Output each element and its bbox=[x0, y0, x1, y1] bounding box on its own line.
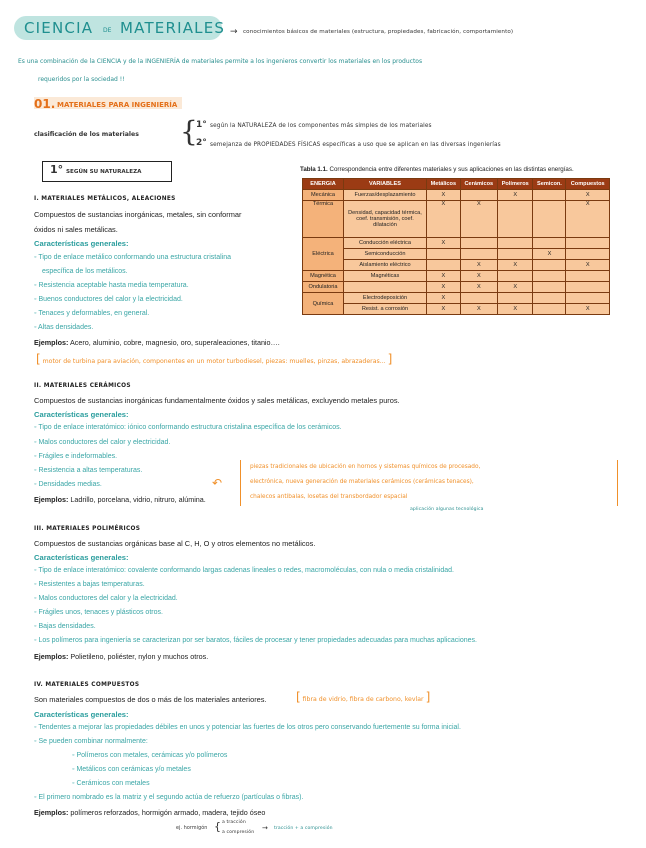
composite-heading: IV. MATERIALES COMPUESTOS bbox=[34, 682, 140, 688]
cell-mark bbox=[533, 260, 566, 271]
title-left: CIENCIA bbox=[24, 19, 94, 37]
table-caption bbox=[300, 166, 574, 173]
ceramic-ex-label: Ejemplos: bbox=[34, 495, 69, 504]
cell-mark bbox=[566, 293, 610, 304]
cell-mark: X bbox=[427, 282, 461, 293]
ceramic-note-1: piezas tradicionales de ubicación en hornos y sistemas químicos de procesado, bbox=[250, 464, 481, 470]
cell-mark bbox=[566, 249, 610, 260]
metal-bullet-cont: específica de los metálicos. bbox=[42, 268, 128, 275]
item2-num: 2° bbox=[196, 138, 207, 148]
metal-desc-2: óxidos ni sales metálicas. bbox=[34, 225, 118, 234]
table-header-row bbox=[303, 179, 610, 190]
composite-bullet: ◦ El primero nombrado es la matriz y el segundo actúa de refuerzo (partículas o fibras). bbox=[34, 794, 304, 801]
nature-box-num: 1° bbox=[50, 163, 64, 176]
th-ceramicos: Cerámicos bbox=[460, 179, 497, 190]
section-number: 01. bbox=[34, 97, 56, 111]
polymer-bullet-text: Bajas densidades. bbox=[38, 623, 96, 630]
composite-desc: Son materiales compuestos de dos o más de los materiales anteriores. bbox=[34, 695, 267, 704]
th-semicon: Semicon. bbox=[533, 179, 566, 190]
ceramic-bullet-text: Tipo de enlace interatómico: iónico conformando estructura cristalina específica de los cerámicos. bbox=[38, 424, 342, 431]
th-energia: ENERGIA bbox=[303, 179, 344, 190]
cell-variable: Conducción eléctrica bbox=[344, 238, 427, 249]
cell-mark bbox=[533, 201, 566, 238]
arrow-icon: → bbox=[230, 27, 238, 37]
cell-energia: Mecánica bbox=[303, 190, 344, 201]
composite-sub-bullet: ◦ Metálicos con cerámicas y/o metales bbox=[72, 766, 191, 773]
polymer-bullet: ◦ Bajas densidades. bbox=[34, 623, 96, 630]
metal-bullet: ◦ Resistencia aceptable hasta media temperatura. bbox=[34, 282, 189, 289]
polymer-bullet-text: Frágiles unos, tenaces y plásticos otros. bbox=[38, 609, 163, 616]
metal-bullet-text: Buenos conductores del calor y la electricidad. bbox=[38, 296, 183, 303]
arrow-small-icon: → bbox=[262, 824, 268, 832]
cell-mark: X bbox=[460, 201, 497, 238]
th-metalicos: Metálicos bbox=[427, 179, 461, 190]
cell-mark bbox=[427, 249, 461, 260]
ceramic-bullet: ◦ Malos conductores del calor y electricidad. bbox=[34, 439, 171, 446]
item2-text: semejanza de PROPIEDADES FÍSICAS específicas a uso que se aplican en las diversas ingenierías bbox=[210, 142, 501, 148]
metal-general-heading: Características generales: bbox=[34, 239, 129, 248]
cell-variable: Aislamiento eléctrico bbox=[344, 260, 427, 271]
cell-mark: X bbox=[497, 282, 532, 293]
ceramic-note-3: chalecos antibalas, losetas del transbordador espacial bbox=[250, 494, 408, 500]
metal-note-text: motor de turbina para aviación, componentes en un motor turbodiesel, piezas: muelles, pinzas, abrazaderas... bbox=[42, 358, 386, 365]
cell-mark bbox=[566, 238, 610, 249]
section-title: MATERIALES PARA INGENIERÍA bbox=[57, 101, 178, 109]
cell-mark: X bbox=[460, 282, 497, 293]
table-row bbox=[303, 238, 610, 249]
metal-heading: I. MATERIALES METÁLICOS, ALEACIONES bbox=[34, 196, 176, 202]
polymer-bullet: ◦ Frágiles unos, tenaces y plásticos otros. bbox=[34, 609, 163, 616]
ceramic-ex-text: Ladrillo, porcelana, vidrio, nitruro, alúmina. bbox=[70, 495, 206, 504]
cell-variable bbox=[344, 282, 427, 293]
table-row bbox=[303, 201, 610, 238]
cell-mark bbox=[460, 190, 497, 201]
polymer-examples bbox=[34, 652, 208, 661]
composite-bullet-text: El primero nombrado es la matriz y el segundo actúa de refuerzo (partículas o fibras). bbox=[38, 794, 304, 801]
cell-mark bbox=[533, 293, 566, 304]
composite-note: [ fibra de vidrio, fibra de carbono, kevlar ] bbox=[296, 690, 431, 704]
item1-text: según la NATURALEZA de los componentes más simples de los materiales bbox=[210, 123, 432, 129]
cell-mark bbox=[497, 249, 532, 260]
metal-desc-1: Compuestos de sustancias inorgánicas, metales, sin conformar bbox=[34, 210, 242, 219]
polymer-bullet-text: Resistentes a bajas temperaturas. bbox=[38, 581, 145, 588]
table-caption-bold: Tabla 1.1. bbox=[300, 166, 328, 173]
brace-icon: { bbox=[180, 115, 198, 148]
cell-mark: X bbox=[566, 201, 610, 238]
cell-mark: X bbox=[427, 201, 461, 238]
cell-mark bbox=[497, 293, 532, 304]
table-row bbox=[303, 293, 610, 304]
ceramic-bullet-text: Resistencia a altas temperaturas. bbox=[38, 467, 143, 474]
cell-variable: Densidad, capacidad térmica, coef. transmisión, coef. dilatación bbox=[344, 201, 427, 238]
composite-sub-text: Polímeros con metales, cerámicas y/o polímeros bbox=[76, 752, 228, 759]
composite-note-text: fibra de vidrio, fibra de carbono, kevlar bbox=[302, 696, 424, 703]
materials-table bbox=[302, 178, 610, 315]
ceramic-bullet: ◦ Resistencia a altas temperaturas. bbox=[34, 467, 143, 474]
ceramic-examples bbox=[34, 495, 206, 504]
ceramic-desc: Compuestos de sustancias inorgánicas fundamentalmente óxidos y sales metálicas, excluyendo metales puros. bbox=[34, 396, 400, 405]
composite-bullet-text: Se pueden combinar normalmente: bbox=[38, 738, 148, 745]
intro-line-1: Es una combinación de la CIENCIA y de la INGENIERÍA de materiales permite a los ingenieros convertir los materiales en los productos bbox=[18, 58, 423, 65]
cell-mark: X bbox=[566, 190, 610, 201]
composite-foot-3: a compresión bbox=[222, 830, 255, 835]
th-variables: VARIABLES bbox=[344, 179, 427, 190]
metal-bullet-text: Altas densidades. bbox=[38, 324, 94, 331]
ceramic-note-small: aplicación algunas tecnológica bbox=[410, 507, 484, 512]
composite-bullet: ◦ Tendentes a mejorar las propiedades débiles en unos y potenciar las fuertes de los otros pero conservando fuertemente su forma inicial. bbox=[34, 724, 461, 731]
table-row bbox=[303, 249, 610, 260]
composite-foot-1: ej. hormigón bbox=[176, 826, 208, 831]
cell-mark: X bbox=[427, 271, 461, 282]
table-row bbox=[303, 260, 610, 271]
cell-mark: X bbox=[427, 304, 461, 315]
cell-energia: Ondulatoria bbox=[303, 282, 344, 293]
brace-small-icon: { bbox=[214, 820, 222, 833]
title-de: DE bbox=[103, 27, 112, 34]
table-row bbox=[303, 271, 610, 282]
cell-mark: X bbox=[497, 304, 532, 315]
cell-mark: X bbox=[497, 190, 532, 201]
metal-bullet-text: Tipo de enlace metálico conformando una estructura cristalina bbox=[38, 254, 232, 261]
composite-ex-label: Ejemplos: bbox=[34, 808, 69, 817]
polymer-bullet-text: Tipo de enlace interatómico: covalente conformando largas cadenas lineales o redes, macromoléculas, con nula o media cristalinidad. bbox=[38, 567, 455, 574]
metal-bullet-text: Tenaces y deformables, en general. bbox=[38, 310, 150, 317]
cell-variable: Magnéticas bbox=[344, 271, 427, 282]
metal-bullet: ◦ Buenos conductores del calor y la electricidad. bbox=[34, 296, 183, 303]
polymer-bullet: ◦ Los polímeros para ingeniería se caracterizan por ser baratos, fáciles de procesar y tener propiedades adecuadas para muchas aplicaciones. bbox=[34, 637, 477, 644]
ceramic-arrow-icon: ↶ bbox=[212, 476, 223, 490]
cell-variable: Fuerzas/desplazamiento bbox=[344, 190, 427, 201]
classification-label: clasificación de los materiales bbox=[34, 131, 139, 138]
composite-sub-text: Cerámicos con metales bbox=[76, 780, 150, 787]
cell-mark: X bbox=[460, 260, 497, 271]
ceramic-heading: II. MATERIALES CERÁMICOS bbox=[34, 383, 131, 389]
metal-bullet: ◦ Tenaces y deformables, en general. bbox=[34, 310, 150, 317]
polymer-bullet-text: Malos conductores del calor y la electricidad. bbox=[38, 595, 178, 602]
cell-mark: X bbox=[427, 238, 461, 249]
cell-mark bbox=[427, 260, 461, 271]
cell-variable: Semiconducción bbox=[344, 249, 427, 260]
cell-mark: X bbox=[427, 190, 461, 201]
polymer-heading: III. MATERIALES POLIMÉRICOS bbox=[34, 526, 141, 532]
polymer-bullet: ◦ Tipo de enlace interatómico: covalente conformando largas cadenas lineales o redes, macromoléculas, con nula o media cristalinidad. bbox=[34, 567, 455, 574]
cell-mark bbox=[533, 271, 566, 282]
ceramic-bullet-text: Frágiles e indeformables. bbox=[38, 453, 118, 460]
cell-mark: X bbox=[566, 260, 610, 271]
header-note: conocimientos básicos de materiales (estructura, propiedades, fabricación, comportamiento) bbox=[243, 29, 514, 35]
cell-energia: Eléctrica bbox=[303, 238, 344, 271]
polymer-desc: Compuestos de sustancias orgánicas base al C, H, O y otros elementos no metálicos. bbox=[34, 539, 316, 548]
composite-bullet-text: Tendentes a mejorar las propiedades débiles en unos y potenciar las fuertes de los otros pero conservando fuertemente su forma inicial. bbox=[38, 724, 461, 731]
composite-general-heading: Características generales: bbox=[34, 710, 129, 719]
composite-sub-text: Metálicos con cerámicas y/o metales bbox=[76, 766, 191, 773]
cell-mark bbox=[533, 282, 566, 293]
ceramic-general-heading: Características generales: bbox=[34, 410, 129, 419]
cell-variable: Resist. a corrosión bbox=[344, 304, 427, 315]
cell-mark bbox=[460, 293, 497, 304]
cell-mark bbox=[566, 282, 610, 293]
cell-mark bbox=[497, 201, 532, 238]
metal-ex-text: Acero, aluminio, cobre, magnesio, oro, superaleaciones, titanio…. bbox=[69, 338, 280, 347]
polymer-ex-text: Polietileno, poliéster, nylon y muchos otros. bbox=[70, 652, 209, 661]
composite-sub-bullet: ◦ Cerámicos con metales bbox=[72, 780, 150, 787]
composite-ex-text: polímeros reforzados, hormigón armado, madera, tejido óseo bbox=[70, 808, 266, 817]
metal-bullet-text: Resistencia aceptable hasta media temperatura. bbox=[38, 282, 189, 289]
nature-box-label: SEGÚN SU NATURALEZA bbox=[66, 169, 142, 175]
ceramic-note-2: electrónica, nueva generación de materiales cerámicos (cerámicas tenaces), bbox=[250, 479, 474, 485]
item1-num: 1° bbox=[196, 120, 207, 130]
metal-note: [ motor de turbina para aviación, componentes en un motor turbodiesel, piezas: muelles, pinzas, abrazaderas... ] bbox=[36, 352, 393, 366]
composite-foot-2: a tracción bbox=[222, 820, 246, 825]
table-row bbox=[303, 282, 610, 293]
cell-mark bbox=[533, 190, 566, 201]
th-compuestos: Compuestos bbox=[566, 179, 610, 190]
cell-mark: X bbox=[427, 293, 461, 304]
polymer-bullet-text: Los polímeros para ingeniería se caracterizan por ser baratos, fáciles de procesar y tener propiedades adecuadas para muchas aplicaciones. bbox=[38, 637, 477, 644]
ceramic-bullet: ◦ Tipo de enlace interatómico: iónico conformando estructura cristalina específica de los cerámicos. bbox=[34, 424, 342, 431]
cell-mark: X bbox=[533, 249, 566, 260]
metal-bullet: ◦ Tipo de enlace metálico conformando una estructura cristalina bbox=[34, 254, 232, 261]
cell-energia: Magnética bbox=[303, 271, 344, 282]
polymer-ex-label: Ejemplos: bbox=[34, 652, 69, 661]
polymer-bullet: ◦ Resistentes a bajas temperaturas. bbox=[34, 581, 145, 588]
ceramic-bullet-text: Densidades medias. bbox=[38, 481, 102, 488]
cell-mark bbox=[497, 238, 532, 249]
cell-mark: X bbox=[497, 260, 532, 271]
metal-examples bbox=[34, 338, 280, 347]
table-row bbox=[303, 304, 610, 315]
intro-line-2: requeridos por la sociedad !! bbox=[38, 76, 125, 83]
cell-mark bbox=[460, 238, 497, 249]
cell-mark bbox=[460, 249, 497, 260]
metal-ex-label: Ejemplos: bbox=[34, 338, 69, 347]
ceramic-bullet: ◦ Frágiles e indeformables. bbox=[34, 453, 118, 460]
title-right: MATERIALES bbox=[120, 19, 226, 37]
cell-mark bbox=[497, 271, 532, 282]
composite-bullet: ◦ Se pueden combinar normalmente: bbox=[34, 738, 148, 745]
table-caption-text: Correspondencia entre diferentes materiales y sus aplicaciones en las distintas energías. bbox=[329, 166, 574, 173]
cell-mark: X bbox=[460, 304, 497, 315]
cell-variable: Electrodeposición bbox=[344, 293, 427, 304]
cell-mark: X bbox=[460, 271, 497, 282]
cell-mark: X bbox=[566, 304, 610, 315]
composite-sub-bullet: ◦ Polímeros con metales, cerámicas y/o polímeros bbox=[72, 752, 228, 759]
ceramic-bullet: ◦ Densidades medias. bbox=[34, 481, 102, 488]
polymer-bullet: ◦ Malos conductores del calor y la electricidad. bbox=[34, 595, 178, 602]
composite-examples bbox=[34, 808, 265, 817]
metal-bullet: ◦ Altas densidades. bbox=[34, 324, 94, 331]
composite-foot-4: tracción + a compresión bbox=[274, 826, 333, 831]
table-row bbox=[303, 190, 610, 201]
cell-mark bbox=[533, 304, 566, 315]
th-polimeros: Polímeros bbox=[497, 179, 532, 190]
cell-mark bbox=[566, 271, 610, 282]
ceramic-bullet-text: Malos conductores del calor y electricidad. bbox=[38, 439, 171, 446]
cell-energia: Química bbox=[303, 293, 344, 315]
polymer-general-heading: Características generales: bbox=[34, 553, 129, 562]
cell-mark bbox=[533, 238, 566, 249]
cell-energia: Térmica bbox=[303, 201, 344, 238]
